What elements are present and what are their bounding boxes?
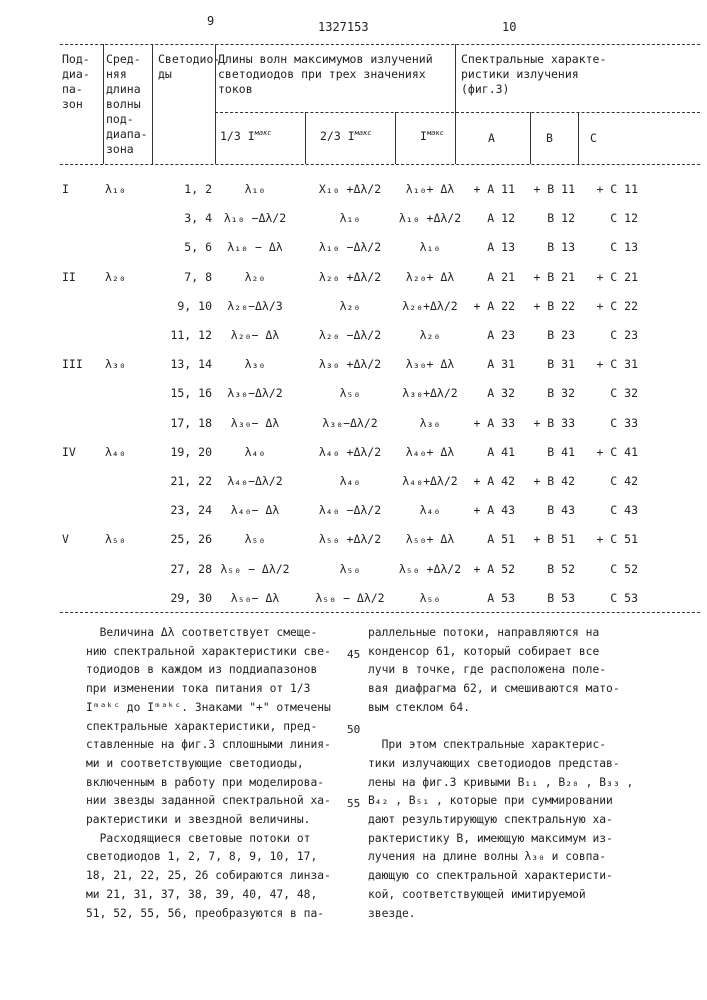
sup: макс [255, 129, 272, 137]
table-cell-w1: λ₁₀ [215, 182, 295, 196]
label: 1/3 I [220, 129, 255, 143]
table-cell-c: C 42 [578, 474, 638, 488]
table-cell-b: B 13 [520, 240, 575, 254]
label: I [420, 129, 427, 143]
table-cell-a: A 13 [455, 240, 515, 254]
table-cell-w2: λ₃₀ +Δλ/2 [305, 357, 395, 371]
table-cell-w3: λ₅₀ +Δλ/2 [395, 562, 465, 576]
column-divider [305, 112, 306, 164]
table-cell-a: A 41 [455, 445, 515, 459]
table-cell-b: B 23 [520, 328, 575, 342]
table-cell-a: + A 43 [455, 503, 515, 517]
table-cell-w1: λ₂₀− Δλ [215, 328, 295, 342]
column-divider [455, 44, 456, 164]
header-a: A [488, 131, 495, 146]
table-cell-c: C 23 [578, 328, 638, 342]
table-header-bottom-rule [60, 164, 700, 165]
table-cell-b: + B 42 [520, 474, 575, 488]
table-cell-w3: λ₃₀ [395, 416, 465, 430]
patent-page [0, 0, 707, 1000]
table-cell-w3: λ₅₀+ Δλ [395, 532, 465, 546]
sup: макс [427, 129, 444, 137]
table-sub-rule [215, 112, 700, 113]
table-cell-b: B 43 [520, 503, 575, 517]
table-cell-w1: λ₁₀ −Δλ/2 [215, 211, 295, 225]
table-cell-b: B 53 [520, 591, 575, 605]
table-cell-w1: λ₄₀−Δλ/2 [215, 474, 295, 488]
table-cell-sub: IV [62, 445, 102, 459]
table-cell-leds: 23, 24 [152, 503, 212, 517]
table-cell-b: + B 21 [520, 270, 575, 284]
table-cell-a: A 23 [455, 328, 515, 342]
table-cell-w1: λ₅₀ − Δλ/2 [215, 562, 295, 576]
header-subrange: Под- диа- па- зон [62, 52, 90, 112]
table-cell-a: + A 42 [455, 474, 515, 488]
table-cell-w2: λ₂₀ +Δλ/2 [305, 270, 395, 284]
table-cell-w2: λ₂₀ [305, 299, 395, 313]
table-cell-leds: 7, 8 [152, 270, 212, 284]
sup: макс [355, 129, 372, 137]
column-divider [103, 44, 104, 164]
table-cell-leds: 9, 10 [152, 299, 212, 313]
table-cell-w2: X₁₀ +Δλ/2 [305, 182, 395, 196]
table-cell-leds: 29, 30 [152, 591, 212, 605]
table-cell-w1: λ₃₀ [215, 357, 295, 371]
header-i-one-third [220, 126, 271, 144]
table-cell-a: + A 52 [455, 562, 515, 576]
table-cell-leds: 17, 18 [152, 416, 212, 430]
table-cell-w3: λ₃₀+ Δλ [395, 357, 465, 371]
page-number-right: 10 [502, 20, 516, 34]
table-cell-w1: λ₄₀− Δλ [215, 503, 295, 517]
table-cell-w1: λ₃₀− Δλ [215, 416, 295, 430]
table-cell-w2: λ₄₀ +Δλ/2 [305, 445, 395, 459]
table-cell-a: A 12 [455, 211, 515, 225]
table-cell-a: A 51 [455, 532, 515, 546]
table-cell-leds: 27, 28 [152, 562, 212, 576]
header-b: B [546, 131, 553, 146]
column-divider [152, 44, 153, 164]
table-bottom-rule [60, 612, 700, 613]
table-cell-leds: 3, 4 [152, 211, 212, 225]
table-cell-w3: λ₄₀+Δλ/2 [395, 474, 465, 488]
column-divider [578, 112, 579, 164]
table-cell-c: + C 51 [578, 532, 638, 546]
table-cell-a: + A 11 [455, 182, 515, 196]
table-cell-c: C 32 [578, 386, 638, 400]
table-cell-leds: 25, 26 [152, 532, 212, 546]
page-number-left: 9 [207, 14, 214, 28]
table-cell-sub: III [62, 357, 102, 371]
header-spectral: Спектральные характе- ристики излучения (фиг.3) [461, 52, 606, 97]
header-i-two-thirds [320, 126, 371, 144]
table-cell-w2: λ₂₀ −Δλ/2 [305, 328, 395, 342]
table-cell-w2: λ₁₀ −Δλ/2 [305, 240, 395, 254]
patent-number: 1327153 [318, 20, 369, 34]
table-cell-w3: λ₅₀ [395, 591, 465, 605]
table-cell-w3: λ₂₀ [395, 328, 465, 342]
table-cell-c: + C 11 [578, 182, 638, 196]
table-cell-c: C 43 [578, 503, 638, 517]
table-cell-mean: λ₅₀ [105, 532, 145, 546]
table-cell-a: A 53 [455, 591, 515, 605]
right-column-text: раллельные потоки, направляются на конденсор 61, который собирает все лучи в точке, где расположена поле- вая диафрагма 62, и смешиваются мато- вым стеклом 64. При этом спектральные характерис- тики излучающих светодиодов представ- лены на фиг.3 кривыми B₁₁ , B₂₀ , B₃₃ , B₄₂ , B₅₁ , которые при суммировании дают результирующую спектральную ха- рактеристику B, имеющую максимум из- лучения на длине волны λ₃₀ и совпа- дающую со спектральной характеристи- кой, соответствующей имитируемой звезде. [368, 624, 633, 923]
table-cell-sub: V [62, 532, 102, 546]
table-cell-mean: λ₄₀ [105, 445, 145, 459]
table-cell-c: C 13 [578, 240, 638, 254]
table-cell-w1: λ₃₀−Δλ/2 [215, 386, 295, 400]
table-cell-mean: λ₃₀ [105, 357, 145, 371]
table-cell-sub: II [62, 270, 102, 284]
table-cell-c: + C 21 [578, 270, 638, 284]
column-divider [395, 112, 396, 164]
table-cell-w3: λ₁₀+ Δλ [395, 182, 465, 196]
table-cell-w3: λ₁₀ +Δλ/2 [395, 211, 465, 225]
table-cell-b: B 52 [520, 562, 575, 576]
table-cell-leds: 1, 2 [152, 182, 212, 196]
table-cell-a: + A 33 [455, 416, 515, 430]
table-cell-w3: λ₂₀+Δλ/2 [395, 299, 465, 313]
table-cell-c: C 12 [578, 211, 638, 225]
table-cell-leds: 13, 14 [152, 357, 212, 371]
table-cell-w3: λ₂₀+ Δλ [395, 270, 465, 284]
table-cell-w1: λ₂₀ [215, 270, 295, 284]
header-mean-wavelength: Сред- няя длина волны под- диапа- зона [106, 52, 148, 157]
table-cell-mean: λ₂₀ [105, 270, 145, 284]
table-cell-leds: 11, 12 [152, 328, 212, 342]
table-cell-b: + B 22 [520, 299, 575, 313]
table-cell-c: C 52 [578, 562, 638, 576]
table-cell-c: + C 22 [578, 299, 638, 313]
table-cell-c: + C 41 [578, 445, 638, 459]
table-cell-w2: λ₅₀ [305, 562, 395, 576]
table-cell-w2: λ₄₀ [305, 474, 395, 488]
table-cell-b: B 32 [520, 386, 575, 400]
table-cell-leds: 5, 6 [152, 240, 212, 254]
label: 2/3 I [320, 129, 355, 143]
table-cell-w3: λ₄₀+ Δλ [395, 445, 465, 459]
table-cell-c: C 33 [578, 416, 638, 430]
line-number: 45 [347, 648, 360, 661]
table-cell-c: C 53 [578, 591, 638, 605]
header-wavelengths: Длины волн максимумов излучений светодиодов при трех значениях токов [218, 52, 433, 97]
table-cell-w1: λ₅₀− Δλ [215, 591, 295, 605]
table-cell-w2: λ₅₀ +Δλ/2 [305, 532, 395, 546]
table-cell-w1: λ₂₀−Δλ/3 [215, 299, 295, 313]
table-cell-w1: λ₅₀ [215, 532, 295, 546]
table-cell-b: + B 11 [520, 182, 575, 196]
table-cell-w3: λ₄₀ [395, 503, 465, 517]
line-number: 55 [347, 797, 360, 810]
table-cell-b: + B 33 [520, 416, 575, 430]
table-cell-leds: 21, 22 [152, 474, 212, 488]
table-cell-b: B 31 [520, 357, 575, 371]
table-cell-mean: λ₁₀ [105, 182, 145, 196]
table-top-rule [60, 44, 700, 45]
table-cell-w3: λ₁₀ [395, 240, 465, 254]
header-leds: Светодио- ды [158, 52, 220, 82]
table-cell-c: + C 31 [578, 357, 638, 371]
line-number: 50 [347, 723, 360, 736]
table-cell-a: + A 22 [455, 299, 515, 313]
table-cell-b: + B 51 [520, 532, 575, 546]
table-cell-w2: λ₅₀ − Δλ/2 [305, 591, 395, 605]
left-column-text: Величина Δλ соответствует смеще- нию спектральной характеристики све- тодиодов в каждом из поддиапазонов при изменении тока питания от 1/3 Iᵐᵃᵏᶜ до Iᵐᵃᵏᶜ. Знаками "+" отмечены спектральные характеристики, пред- ставленные на фиг.3 сплошными линия- ми и соответствующие светодиоды, включенным в работу при моделирова- нии звезды заданной спектральной ха- рактеристики и звездной величины. Расходящиеся световые потоки от светодиодов 1, 2, 7, 8, 9, 10, 17, 18, 21, 22, 25, 26 собираются линза- ми 21, 31, 37, 38, 39, 40, 47, 48, 51, 52, 55, 56, преобразуются в па- [86, 624, 331, 923]
table-cell-w1: λ₁₀ − Δλ [215, 240, 295, 254]
table-cell-leds: 15, 16 [152, 386, 212, 400]
table-cell-w3: λ₃₀+Δλ/2 [395, 386, 465, 400]
table-cell-a: A 21 [455, 270, 515, 284]
table-cell-b: B 41 [520, 445, 575, 459]
table-cell-w1: λ₄₀ [215, 445, 295, 459]
header-c: C [590, 131, 597, 146]
table-cell-w2: λ₃₀−Δλ/2 [305, 416, 395, 430]
table-cell-sub: I [62, 182, 102, 196]
table-cell-leds: 19, 20 [152, 445, 212, 459]
header-i-max [420, 126, 444, 144]
table-cell-w2: λ₁₀ [305, 211, 395, 225]
table-cell-w2: λ₅₀ [305, 386, 395, 400]
table-cell-w2: λ₄₀ −Δλ/2 [305, 503, 395, 517]
table-cell-a: A 31 [455, 357, 515, 371]
table-cell-a: A 32 [455, 386, 515, 400]
table-cell-b: B 12 [520, 211, 575, 225]
column-divider [530, 112, 531, 164]
